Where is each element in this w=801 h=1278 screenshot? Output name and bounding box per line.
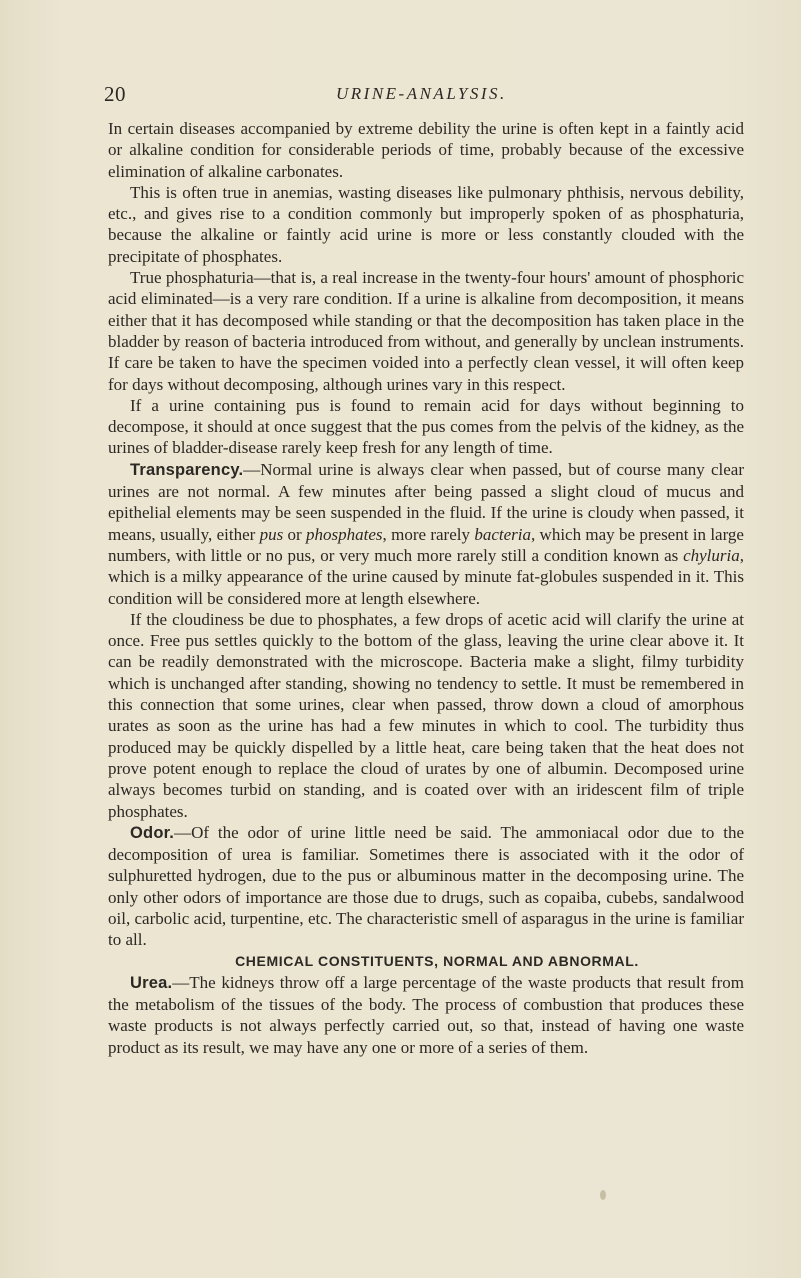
paper-mark <box>600 1190 606 1200</box>
odor-heading: Odor. <box>130 823 175 842</box>
term-phosphates: phosphates <box>306 524 383 544</box>
urea-heading: Urea. <box>130 973 173 992</box>
page-number: 20 <box>104 82 126 106</box>
term-chyluria: chyluria <box>683 545 740 565</box>
paragraph-urea: Urea.—The kidneys throw off a large percentage of the waste products that result from the metabolism of the tissues of the body. The process of combustion that produces these waste products is not always perfectly carried out, so that, instead of having one waste product as its result, we may have any one or more of a series of them. <box>108 972 744 1057</box>
transparency-heading: Transparency. <box>130 460 244 479</box>
paragraph-debility: In certain diseases accompanied by extreme debility the urine is often kept in a faintly acid or alkaline condition for considerable periods of time, probably because of the excessive elimination of alkaline carbonates. <box>108 119 744 181</box>
section-heading: CHEMICAL CONSTITUENTS, NORMAL AND ABNORMAL. <box>235 952 639 969</box>
body-text <box>108 118 744 1058</box>
paragraph-cloudiness: If the cloudiness be due to phosphates, a few drops of acetic acid will clarify the urine at once. Free pus settles quickly to the bottom of the glass, leaving the urine clear above it. It can be readily demonstrated with the microscope. Bacteria make a slight, filmy turbidity which is unchanged after standing, showing no tendency to settle. It must be remembered in this connection that some urines, clear when passed, throw down a cloud of amorphous urates as soon as the urine has had a few minutes in which to cool. The turbidity thus produced may be quickly dispelled by a little heat, care being taken that the heat does not prove potent enough to replace the cloud of urates by one of albumin. Decomposed urine always becomes turbid on standing, and is coated over with an iridescent film of triple phosphates. <box>108 609 744 821</box>
paragraph-phosphaturia-false: This is often true in anemias, wasting diseases like pulmonary phthisis, nervous debility, etc., and gives rise to a condition commonly but improperly spoken of as phosphaturia, because the alkaline or faintly acid urine is more or less constantly clouded with the precipitate of phosphates. <box>108 182 744 266</box>
term-pus: pus <box>259 524 284 544</box>
paragraph-transparency: Transparency.—Normal urine is always clear when passed, but of course many clear urines are not normal. A few minutes after being passed a slight cloud of mucus and epithelial elements may be seen suspended in the fluid. If the urine is cloudy when passed, it means, usually, either pus or phosphates, more rarely bacteria, which may be present in large numbers, with little or no pus, or very much more rarely still a condition known as chyluria, which is a milky appearance of the urine caused by minute fat-globules suspended in it. This condition will be considered more at length elsewhere. <box>108 459 744 608</box>
paragraph-true-phosphaturia: True phosphaturia—that is, a real increase in the twenty-four hours' amount of phosphoric acid eliminated—is a very rare condition. If a urine is alkaline from decomposition, it means either that it has decomposed while standing or that the decomposition has taken place in the bladder by reason of bacteria introduced from without, and generally by unclean instruments. If care be taken to have the specimen voided into a perfectly clean vessel, it will often keep for days without decomposing, although urines vary in this respect. <box>108 268 744 394</box>
term-bacteria: bacteria <box>474 524 531 544</box>
page-header <box>104 82 744 108</box>
paragraph-odor: Odor.—Of the odor of urine little need be said. The ammoniacal odor due to the decomposition of urea is familiar. Sometimes there is associated with it the odor of sulphuretted hydrogen, due to the pus or albuminous matter in the decomposing urine. The only other odors of importance are those due to drugs, such as copaiba, cubebs, sandalwood oil, carbolic acid, turpentine, etc. The characteristic smell of asparagus in the urine is familiar to all. <box>108 822 744 950</box>
running-title: URINE-ANALYSIS. <box>336 84 507 103</box>
paragraph-pus-acid: If a urine containing pus is found to remain acid for days without beginning to decompose, it should at once suggest that the pus comes from the pelvis of the kidney, as the urines of bladder-disease rarely keep fresh for any length of time. <box>108 395 744 458</box>
